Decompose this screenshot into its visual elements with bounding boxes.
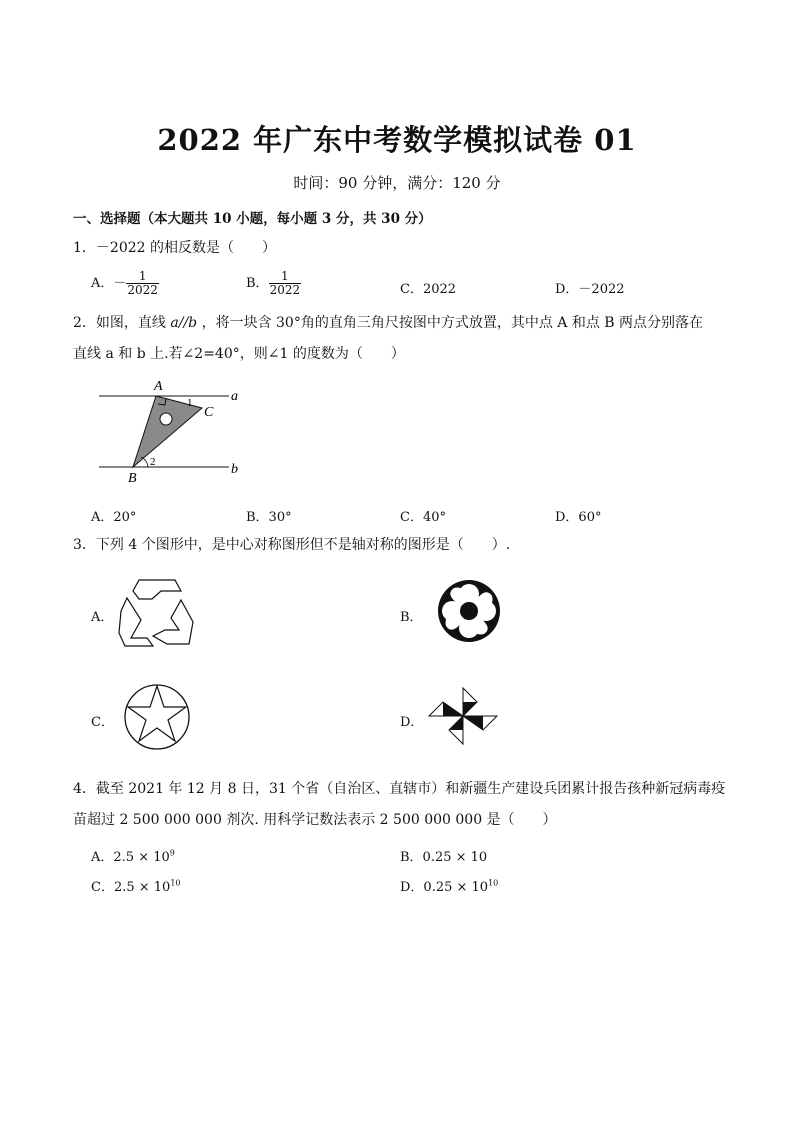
q1-option-b-prefix: B．	[246, 276, 269, 291]
q3-option-b-label: B．	[400, 610, 423, 625]
q1-option-b-fraction	[269, 270, 302, 297]
q2-option-b: B．30°	[246, 510, 292, 525]
label-B: B	[128, 471, 137, 486]
label-angle-1: 1	[187, 397, 193, 409]
option-exponent: 9	[169, 848, 175, 858]
question-2-line-2: 直线 a 和 b 上.若∠2=40°，则∠1 的度数为（ ）	[73, 346, 405, 362]
q2-parallel-expression: a//b	[170, 315, 198, 331]
recycle-triangle-icon	[117, 578, 197, 648]
q2-text-part: 2．如图，直线	[73, 315, 166, 331]
fraction-denominator: 2022	[269, 283, 301, 297]
star-in-circle-icon	[123, 683, 191, 751]
q1-option-a	[91, 270, 159, 297]
q1-option-b	[246, 270, 301, 297]
pinwheel-icon	[427, 686, 499, 746]
fraction-denominator: 2022	[127, 283, 158, 297]
q4-option-d	[400, 876, 498, 895]
question-2-line-1	[73, 307, 733, 339]
q3-option-a-label: A．	[91, 610, 114, 625]
four-petal-circle-icon	[436, 578, 502, 644]
label-b: b	[231, 462, 238, 477]
question-4-line-1: 4．截至 2021 年 12 月 8 日，31 个省（自治区、直辖市）和新疆生产建设兵团累计报告孩种新冠病毒疫	[73, 781, 726, 797]
q4-option-c	[91, 876, 181, 895]
exam-info: 时间：90 分钟，满分：120 分	[293, 174, 501, 192]
option-base: A．2.5 × 10	[91, 850, 170, 865]
q2-option-c: C．40°	[400, 510, 446, 525]
q2-text-part: ，将一块含 30°角的直角三角尺按图中方式放置，其中点 A 和点 B 两点分别落在	[201, 315, 704, 331]
question-3-stem: 3．下列 4 个图形中，是中心对称图形但不是轴对称的图形是（ ）.	[73, 537, 511, 553]
label-angle-2: 2	[150, 456, 156, 468]
q1-option-d: D．－2022	[555, 282, 625, 297]
q3-option-c-label: C．	[91, 715, 114, 730]
q1-option-a-prefix: A．－	[91, 276, 127, 291]
option-base: D．0.25 × 10	[400, 880, 489, 895]
option-exponent: 10	[488, 878, 499, 888]
question-4-line-2: 苗超过 2 500 000 000 剂次. 用科学记数法表示 2 500 000 000 是（ ）	[73, 812, 557, 828]
page-title: 2022 年广东中考数学模拟试卷 01	[157, 123, 637, 157]
option-base: C．2.5 × 10	[91, 880, 171, 895]
q4-option-b: B．0.25 × 10	[400, 850, 488, 865]
q2-option-d: D．60°	[555, 510, 602, 525]
option-exponent: 10	[170, 878, 181, 888]
q1-option-c: C．2022	[400, 282, 457, 297]
fraction-numerator: 1	[138, 269, 147, 283]
ruler-hole	[160, 413, 172, 425]
section-heading: 一、选择题（本大题共 10 小题，每小题 3 分，共 30 分）	[73, 211, 432, 227]
question-1-stem: 1．－2022 的相反数是（ ）	[73, 240, 276, 256]
q2-triangle-figure	[95, 378, 255, 490]
q4-option-a	[91, 846, 175, 865]
q1-option-a-fraction	[126, 270, 159, 297]
q3-option-d-label: D．	[400, 715, 424, 730]
label-C: C	[204, 405, 214, 420]
label-A: A	[154, 379, 163, 394]
label-a: a	[231, 389, 238, 404]
q2-option-a: A．20°	[91, 510, 137, 525]
fraction-numerator: 1	[281, 269, 289, 283]
